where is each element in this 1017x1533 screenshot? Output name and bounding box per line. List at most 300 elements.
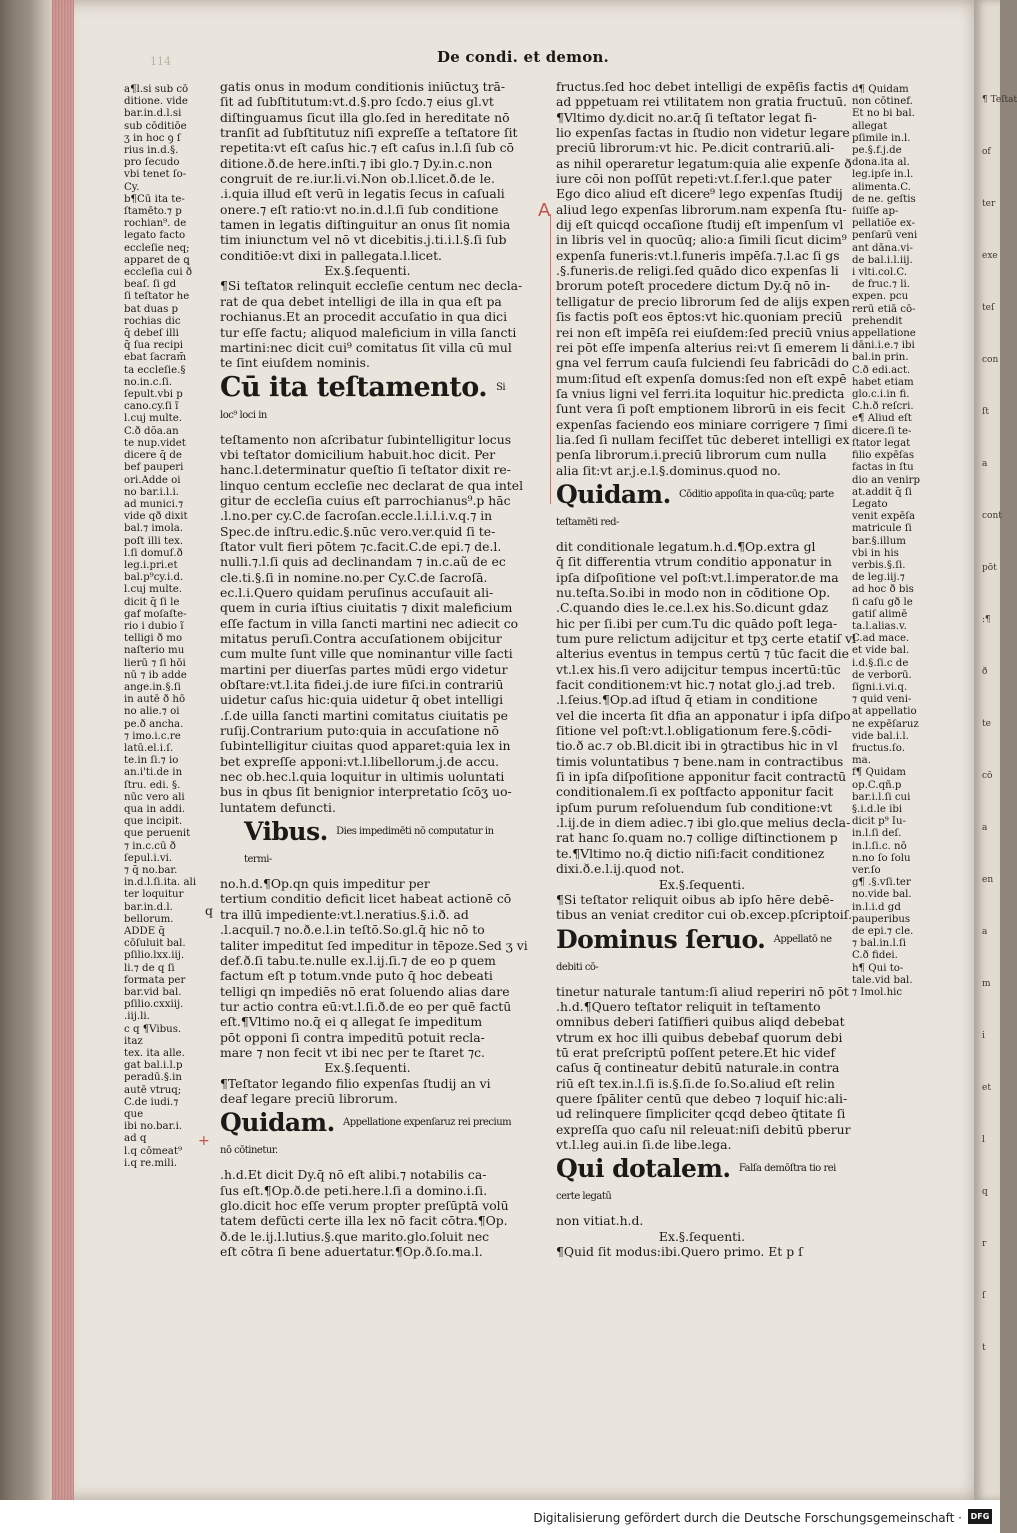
gloss-line: pellatiōe ex- — [852, 218, 915, 230]
next-page-fragment: ſ — [982, 1291, 986, 1301]
text-line: glo.dicit hoc eſſe verum propter preſūptā volū — [220, 1197, 509, 1213]
text-column-a — [220, 79, 528, 1259]
gloss-line: de bal.i.l.iij. — [852, 254, 913, 266]
gloss-line: ſepul.i.vi. — [124, 852, 173, 864]
gloss-line: leg.ipſe in.l. — [852, 169, 914, 181]
gloss-line: telligi ð mo — [124, 633, 183, 645]
text-line: eſt cōtra ſi bene aduertatur.¶Op.ð.ſo.ma.l. — [220, 1244, 483, 1259]
gloss-line: pſilio.lxx.iij. — [124, 950, 185, 962]
ex-sequenti: Ex.§.ſequenti. — [658, 1228, 746, 1244]
text-line: penſa librorum.i.preciū librorum cum nulla — [556, 447, 827, 463]
gloss-line: de leg.iij.⁊ — [852, 572, 905, 584]
gloss-line: h¶ Qui to- — [852, 962, 904, 974]
next-page-fragment: en — [982, 875, 994, 885]
gloss-line: expen. pcu — [852, 291, 909, 303]
gloss-line: C.ð fidei. — [852, 950, 898, 962]
footer-bar — [0, 1500, 1000, 1533]
gloss-line: an.i'ti.de in — [124, 767, 183, 779]
text-line: fructus.ſed hoc debet intelligi de expēſis factis — [556, 79, 849, 94]
gloss-line: vide bal.i.l. — [852, 730, 909, 742]
gloss-line: beaſ. ſi gd — [124, 279, 177, 291]
gloss-line: vide qð dixit — [124, 511, 188, 523]
gloss-line: que incipit. — [124, 816, 183, 828]
text-line: diſtinguamus ſicut illa glo.ſed in hereditate nō — [220, 109, 510, 125]
next-page-fragment: cō — [982, 771, 993, 781]
text-line: nu.teſta.So.ibi in modo non in cōditione Op. — [556, 584, 831, 600]
text-line: ruſij.Contrarium puto:quia in accuſatione nō — [220, 723, 499, 739]
rubric-note: Appellatione expenſaruz rei precium nō cōtinetur. — [220, 1117, 512, 1157]
text-line: mare ⁊ non fecit vt ibi nec per te ſtaret ⁊c. — [220, 1044, 485, 1060]
next-page-fragment: et — [982, 1083, 991, 1093]
gloss-line: ⁊ bal.in.l.ſi — [852, 938, 906, 950]
gloss-line: bar.in.d.l.si — [124, 108, 182, 120]
gloss-line: bar.§.illum — [852, 535, 906, 547]
gloss-line: in.l.ſi.c. nō — [852, 840, 907, 852]
gloss-line: eccleſia cui ð — [124, 267, 192, 279]
text-line: dit conditionale legatum.h.d.¶Op.extra gl — [556, 538, 816, 554]
gloss-line: ſuiſſe ap- — [852, 206, 899, 218]
gloss-line: bar.in.d.l. — [124, 901, 173, 913]
gloss-line: bal.p⁹cy.i.d. — [124, 572, 184, 584]
gloss-line: pe.§.f.j.de — [852, 145, 902, 157]
text-line: rei pōt eſſe impenſa alterius rei:vt ſi emerem li — [556, 339, 850, 355]
next-page-fragment: pōt — [982, 563, 997, 573]
text-line: vel die incerta ſit dfia an apponatur i ipſa diſpo — [556, 707, 851, 723]
gloss-line: leg.i.pri.et — [124, 559, 178, 571]
text-line: rat hanc ſo.quam no.⁊ collige diſtinctionem p — [556, 830, 838, 846]
text-line: .l.no.per cy.C.de ſacroſan.eccle.l.i.l.i.v.q.⁊ in — [220, 508, 493, 524]
text-line: conditionalem.ſi ex poſtfacto apponitur facit — [556, 784, 834, 800]
text-column-b — [556, 79, 857, 1259]
gloss-line: §.i.d.le ibi — [852, 803, 903, 815]
text-line: caſus q̄ contineatur debitū naturale.in contra — [556, 1060, 840, 1076]
gloss-line: peradū.§.in — [124, 1072, 182, 1084]
next-page-fragment: teſ — [982, 303, 995, 313]
text-line: tio.ð ac.⁊ ob.Bl.dicit ibi in ꝯtractibus hic in vl — [556, 738, 838, 754]
text-line: lio expenſas factas in ſtudio non videtur legare — [556, 125, 850, 141]
text-line: tim iniunctum vel nō vt dicebitis.j.ti.i.l.§.ſi ſub — [220, 232, 507, 248]
gloss-line: venit expēſa — [852, 511, 916, 523]
text-line: .l.ij.de in diem adiec.⁊ ibi glo.que melius decla- — [556, 815, 851, 831]
gloss-line: itaz — [124, 1035, 143, 1047]
text-line: .l.ſeius.¶Op.ad iſtud q̄ etiam in conditione — [556, 692, 818, 708]
text-line: as nihil operaretur legatum:quia alie expenſe ð — [556, 155, 852, 171]
text-line: mitatus peruſi.Contra accuſationem obijcitur — [220, 631, 502, 646]
rubric-note: Appellatō ne debiti cō- — [556, 933, 832, 973]
text-line: vt.l.leg aui.in ſi.de libe.lega. — [556, 1136, 732, 1152]
margin-q: q — [205, 903, 213, 918]
text-line: tū erat preſcriptū poſſent petere.Et hic videf — [556, 1044, 836, 1060]
text-line: .l.acquil.⁊ no.ð.e.l.in teſtō.So.gl.q̄ hic nō to — [220, 922, 485, 938]
gloss-line: pſimile in.l. — [852, 132, 911, 144]
gloss-line: cōſuluit bal. — [124, 938, 186, 950]
text-line: ud relinquere ſimpliciter qcqd debeo q̄titate ſi — [556, 1106, 846, 1122]
gloss-line: naſterio mu — [124, 645, 185, 657]
text-line: ſus eſt.¶Op.ð.de peti.here.l.ſi a domino.i.ſi. — [220, 1182, 488, 1198]
gloss-line: dicit q̄ ſi le — [124, 596, 180, 608]
text-line: tertium conditio deficit licet habeat actionē cō — [220, 891, 512, 907]
manuscript-mark-a: A — [538, 200, 551, 221]
text-line: brorum poteſt procedere dictum Dy.q̄ nō in- — [556, 278, 831, 294]
gloss-line: dāni.i.e.⁊ ibi — [852, 340, 915, 352]
text-line: gatis onus in modum conditionis iniūctuʒ trā- — [220, 79, 506, 94]
col-a-case3-lines — [220, 1076, 515, 1107]
text-line: taliter impeditut ſed impeditur in tēpoze.Sed ʒ vi — [220, 937, 528, 953]
text-line: tibus an veniat creditor cui ob.excep.pſcriptoiſ. — [556, 907, 853, 923]
next-page-fragment: a — [982, 459, 988, 469]
gloss-line: habet etiam — [852, 376, 914, 388]
gloss-line: bar.i.l.ſi cui — [852, 791, 911, 803]
gloss-line: bellorum. — [124, 913, 174, 925]
gloss-line: rerū etiā cō- — [852, 303, 916, 315]
text-line: ſtator vult fieri pōtem ⁊c.facit.C.de epi.⁊ de.l. — [220, 538, 502, 554]
text-line: ¶Si teſtator reliquit oibus ab ipſo hēre debē- — [556, 891, 834, 907]
gloss-line: pſilio.cxxiij. — [124, 999, 184, 1011]
text-line: factum eſt p totum.vnde puto q̄ hoc debeati — [220, 968, 493, 984]
col-a-top-lines — [220, 79, 518, 263]
gloss-line: i.d.§.ſi.c de — [852, 657, 909, 669]
col-b-case2-lines — [556, 983, 851, 1153]
next-page-fragment: r — [982, 1239, 987, 1249]
text-line: ſubintelligitur ciuitas quod apparet:quia lex in — [220, 738, 511, 754]
gloss-line: verbis.§.ſi. — [852, 559, 906, 571]
gloss-line: i vlti.col.C. — [852, 267, 908, 279]
gloss-line: de ne. geſtis — [852, 193, 916, 205]
gloss-line: pe.ð ancha. — [124, 718, 184, 730]
gloss-line: sub cōditiōe — [124, 120, 187, 132]
gloss-line: at appellatio — [852, 706, 917, 718]
col-b-top-lines — [556, 79, 852, 478]
text-line: quere ſpāliter centū que debeo ⁊ loquiſ hic:ali- — [556, 1090, 848, 1106]
text-line: te ſint eiuſdem nominis. — [220, 355, 370, 371]
text-line: onere.⁊ eſt ratio:vt no.in.d.l.ſi ſub conditione — [220, 201, 499, 217]
text-line: tamen in legatis diſtinguitur an onus ſit nomia — [220, 217, 511, 233]
text-line: timis voluntatibus ⁊ bene.nam in contractibus — [556, 753, 844, 769]
next-page-fragment: ſt — [982, 407, 989, 417]
gloss-line: qua in addi. — [124, 803, 186, 815]
text-line: cle.ti.§.ſi in nomine.no.per Cy.C.de ſacroſā. — [220, 569, 488, 585]
gloss-line: alimenta.C. — [852, 181, 911, 193]
gloss-line: a¶l.si sub cō — [124, 84, 189, 95]
rubric-qui-dotalem: Qui dotalem. $^{Falſa demōſtra tio rei certe legatū}$ — [556, 1154, 836, 1203]
text-line: martini per diuerſas partes mūdi ergo videtur — [220, 661, 508, 677]
text-line: telligi qn impediēs nō erat ſoluendo alias dare — [220, 983, 510, 999]
gloss-line: latū.el.i.ſ. — [124, 742, 174, 754]
rubric-quidam: Quidam. $^{Appellatione expenſaruz rei precium nō cōtinetur.}$ — [220, 1108, 512, 1157]
gloss-line: eccleſie neq; — [124, 242, 190, 254]
text-line: dixi.ð.e.l.ij.quod not. — [556, 861, 685, 877]
gloss-left-column — [124, 84, 220, 1170]
gloss-line: ant dāna.vi- — [852, 242, 913, 254]
text-line: expenſa funeris:vt.l.funeris impēſa.⁊.l.ac ſi gs — [556, 247, 840, 263]
gloss-line: non cōtinef. — [852, 96, 913, 108]
text-line: congruit de re.iur.li.vi.Non ob.l.licet.ð.de le. — [220, 171, 495, 187]
gloss-line: l.ſi domuſ.ð — [124, 547, 183, 559]
next-page-fragment: ð — [982, 667, 988, 677]
text-line: no.h.d.¶Op.qn quis impeditur per — [220, 876, 430, 892]
text-line: bet expreſſe apponi:vt.l.libellorum.j.de accu. — [220, 753, 500, 769]
gloss-line: dio an venirp — [852, 474, 921, 486]
gloss-line: op.C.qñ.p — [852, 779, 902, 791]
gloss-line: te nup.videt — [124, 437, 186, 449]
text-line: q̄ ſit differentia vtrum conditio apponatur in — [556, 554, 832, 570]
text-line: hanc.l.determinatur queſtio ſi teſtator dixit re- — [220, 462, 511, 478]
text-line: lia.ſed ſi nullam feciſſet tūc deberet intelligi ex — [556, 431, 850, 447]
gloss-line: ad munici.⁊ — [124, 498, 184, 510]
gloss-line: factas in ſtu — [852, 462, 914, 474]
gloss-line: ſepult.vbi p — [124, 389, 183, 401]
gloss-line: cano.cy.ſi ĩ — [124, 401, 179, 413]
gloss-line: bef pauperi — [124, 462, 184, 474]
gloss-line: ſtru. edi. §. — [124, 779, 181, 791]
text-line: nulli.⁊.l.ſi quis ad declinandam ⁊ in.c.aũ de ec — [220, 554, 506, 570]
text-line: ¶Quid ſit modus:ibi.Quero primo. Et p ſ — [556, 1244, 803, 1259]
col-a-case1-lines — [220, 278, 523, 371]
gloss-line: Legato — [852, 498, 888, 510]
text-line: gitur de eccleſia cuius eſt parrochianus⁹.p hāc — [220, 492, 511, 508]
text-line: expenſas faciendo eos miniare corrigere ⁊ ſimi — [556, 416, 848, 432]
gloss-line: bar.vid bal. — [124, 987, 182, 999]
gloss-line: Cy. — [124, 181, 140, 193]
gloss-line: in.l.ſi deſ. — [852, 828, 902, 840]
text-line: quem in curia iſtius ciuitatis ⁊ dixit maleficium — [220, 600, 513, 616]
next-page-fragment: a — [982, 927, 988, 937]
gloss-line: n.no ſo ſolu — [852, 852, 911, 864]
next-page-fragment: con — [982, 355, 999, 365]
gloss-line: q̄ debeſ illi — [124, 328, 179, 340]
text-line: def.ð.ſi tabu.te.nulle ex.l.ij.ſi.⁊ de eo p quem — [220, 952, 496, 968]
gloss-line: gaf moſaſte- — [124, 608, 187, 620]
next-page-fragment: m — [982, 979, 991, 989]
gloss-line: q̄ ſua recipi — [124, 340, 184, 352]
col-b-bottom-lines — [556, 1244, 848, 1259]
text-line: obſtare:vt.l.ita fidei.j.de iure fiſci.in contrariū — [220, 677, 504, 693]
gloss-line: in autē ð hō — [124, 694, 186, 706]
text-line: expreſſa quo caſu nil releuat:niſi debitū pberur — [556, 1121, 851, 1137]
gloss-line: prehendit — [852, 315, 903, 327]
text-line: .h.d.¶Quero teſtator reliquit in teſtamento — [556, 998, 821, 1014]
text-line: tatem defūcti certe illa lex nō facit cōtra.¶Op. — [220, 1213, 508, 1229]
gloss-line: ⁊ q̄ no.bar. — [124, 865, 178, 876]
next-page-fragment: t — [982, 1343, 986, 1353]
gloss-line: e¶ Aliud eſt — [852, 413, 912, 425]
text-line: te.¶Vltimo no.q̄ dictio niſi:facit conditionez — [556, 845, 825, 861]
gloss-line: te.in ſi.⁊ io — [124, 755, 179, 767]
rubric-note: Dies impedimēti nō computatur in termi- — [244, 826, 494, 866]
gloss-line: gat bal.i.l.p — [124, 1060, 183, 1072]
text-line: rei non eſt impēſa rei eiuſdem:ſed preciū vnius — [556, 324, 850, 340]
text-line: tur actio contra eū:vt.l.ſi.ð.de eo per quē factū — [220, 998, 512, 1014]
text-line: ſitione vel poſt:vt.l.obligationum fere.§.cōdi- — [556, 723, 832, 739]
gloss-line: allegat — [852, 120, 888, 132]
gloss-line: dicit p⁹ Iu- — [852, 816, 906, 828]
text-line: repetita:vt eſt caſus hic.⁊ eſt caſus in.l.ſi ſub cō — [220, 140, 514, 156]
text-line: bus in qbus ſit benignior interpretatio ſcōʒ uo- — [220, 784, 512, 800]
text-line: facit conditionem:vt hic.⁊ notat glo.j.ad treb. — [556, 677, 836, 693]
text-line: ¶Teſtator legando filio expenſas ſtudij an vi — [220, 1075, 491, 1091]
gloss-line: ter loquitur — [124, 889, 184, 901]
text-line: mum:ſitud eſt expenſa domus:ſed non eſt expē — [556, 370, 847, 386]
text-line: cum multe ſunt ville que nominantur ville ſacti — [220, 646, 513, 662]
text-line: hic per ſi.ibi per cum.Tu dic quādo poſt lega- — [556, 615, 838, 631]
gloss-line: ma. — [852, 755, 871, 767]
gloss-line: C.de iudi.⁊ — [124, 1096, 179, 1108]
gloss-line: ſigni.i.vi.q. — [852, 681, 908, 693]
gloss-line: ⁊ Imol.hic — [852, 987, 903, 999]
text-line: tranſit ad ſubſtitutuz niſi expreſſe a teſtatore ſit — [220, 125, 518, 141]
gloss-line: ibi no.bar.i. — [124, 1121, 183, 1133]
text-line: luntatem defuncti. — [220, 799, 336, 815]
dfg-logo: DFG — [968, 1509, 992, 1524]
gloss-line: l.cuj multe. — [124, 413, 183, 425]
next-page-fragment: te — [982, 719, 991, 729]
gloss-line: ⁊ imo.i.c.re — [124, 730, 181, 742]
text-line: riū eſt tex.in.l.ſi is.§.ſi.de ſo.So.aliud eſt relin — [556, 1075, 835, 1091]
gloss-line: no alie.⁊ oi — [124, 706, 180, 718]
gloss-line: filio expēſas — [852, 450, 915, 462]
col-a-mid-lines — [220, 431, 524, 816]
text-line: dij eſt quicqd occaſione ſtudij eſt impenſum vl — [556, 217, 844, 233]
gloss-line: no bar.i.l.i. — [124, 486, 180, 498]
gloss-line: ADDE q̄ — [124, 926, 165, 938]
rubric-dominus-seruo: Dominus ſeruo. $^{Appellatō ne debiti cō-}$ — [556, 924, 832, 973]
gloss-line: ori.Adde oi — [124, 474, 181, 486]
gloss-line: l.cuj multe. — [124, 584, 183, 596]
rubric-quidam-b: Quidam. $^{Cōditio appoſita in qua-cūq; parte teſtamēti red-}$ — [556, 479, 834, 528]
text-line: tum pure relictum adijcitur et tpʒ certe etatiſ vl — [556, 631, 857, 646]
page-edge-stack — [52, 0, 74, 1500]
gloss-line: dicere q̄ de — [124, 450, 182, 462]
gloss-line: ange.in.§.ſi — [124, 681, 181, 693]
gloss-line: lierū ⁊ ſi hōi — [124, 657, 186, 669]
next-page-edge — [974, 0, 1017, 1500]
gloss-line: b¶Cū ita te- — [124, 193, 185, 205]
gloss-line: ad hoc ð bis — [852, 584, 914, 596]
gloss-line: li.⁊ de q ſi — [124, 962, 175, 974]
text-line: rochianus.Et an procedit accuſatio in qua dici — [220, 309, 508, 325]
text-line: ad pppetuam rei vtilitatem non gratia fructuū. — [556, 94, 847, 110]
gloss-line: bal.⁊ imola. — [124, 523, 184, 535]
text-line: vbi teſtator domicilium habuit.hoc dicit. Per — [220, 446, 496, 462]
gloss-line: ſi caſu gð le — [852, 596, 913, 608]
ex-sequenti: Ex.§.ſequenti. — [658, 876, 746, 892]
gloss-line: de epi.⁊ cle. — [852, 926, 914, 938]
gloss-line: pro ſecudo — [124, 157, 180, 169]
text-line: .ſ.de uilla ſancti martini comitatus ciuitatis pe — [220, 707, 508, 723]
text-line: tur eſſe factu; aliquod maleficium in villa ſancti — [220, 324, 517, 340]
rubric-vibus: Vibus. $^{Dies impedimēti nō computatur in termi-}$ — [244, 817, 494, 866]
ex-sequenti: Ex.§.ſequenti. — [324, 263, 411, 279]
gloss-line: ta.l.alias.v. — [852, 620, 907, 632]
gloss-line: de verborū. — [852, 669, 912, 681]
text-line: .C.quando dies le.ce.l.ex his.So.dicunt gdaz — [556, 600, 829, 616]
col-b-case1-lines — [556, 891, 853, 923]
gloss-line: .iij.li. — [124, 1011, 150, 1023]
gloss-line: in.d.l.ſi.ita. ali — [124, 877, 197, 889]
gloss-line: rio i dubio ĩ — [124, 620, 184, 632]
text-line: in libris vel in quocūq; alio:a ſimili ſicut dicim⁹ — [556, 232, 847, 248]
gloss-line: C.ð edi.act. — [852, 364, 911, 376]
text-line: .§.funeris.de religi.ſed quādo dico expenſas li — [556, 263, 839, 279]
gloss-line: ʒ in hoc ꝯ ſ — [124, 132, 181, 144]
text-line: eſſe factum in villa ſancti martini nec adiecit co — [220, 615, 519, 631]
text-line: .i.quia illud eſt verū in legatis ſecus in caſuali — [220, 186, 505, 202]
text-line: ſi in ipſa diſpoſitione apponitur facit contractū — [556, 769, 847, 785]
next-page-fragment: of — [982, 147, 991, 157]
gloss-line: no.vide bal. — [852, 889, 912, 901]
manuscript-mark-cross: + — [198, 1133, 210, 1149]
rubric-cum-ita-testamento: Cū ita teſtamento. $^{Si loc^9 loci in}$ — [220, 371, 506, 421]
next-page-fragment: ¶ Teſtat — [982, 95, 1017, 105]
gloss-line: pauperibus — [852, 913, 911, 925]
ex-sequenti: Ex.§.ſequenti. — [324, 1060, 411, 1076]
gloss-line: ditione. vide — [124, 96, 188, 108]
text-line: martini:nec dicit cui⁹ comitatus ſit villa cū mul — [220, 339, 512, 355]
gloss-line: tale.vid bal. — [852, 974, 913, 986]
text-line: nec ob.hec.l.quia loquitur in ultimis uoluntati — [220, 769, 505, 785]
text-line: gna vel ferrum cauſa fulciendi ſeu fabricādi do — [556, 355, 849, 371]
gloss-line: C.ad mace. — [852, 633, 910, 645]
gloss-line: legato facto — [124, 230, 186, 242]
gloss-line: bal.in prin. — [852, 352, 909, 364]
gloss-line: formata per — [124, 974, 186, 986]
gloss-line: et vide bal. — [852, 645, 910, 657]
gloss-line: gatiſ alimē — [852, 608, 908, 620]
text-line: ditione.ð.de here.inſti.⁊ ibi glo.⁊ Dy.in.c.non — [220, 155, 493, 171]
next-page-fragment: cont — [982, 511, 1002, 521]
gloss-line: poſt illi tex. — [124, 535, 184, 547]
rubric-note: Si loc⁹ loci in — [220, 381, 506, 421]
text-line: vt.l.ex his.ſi vero adijcitur tempus incertū:tūc — [556, 661, 841, 677]
col-b-mid-lines — [556, 538, 857, 877]
text-line: ſunt vera ſi poſt emptionem librorū in eis fecit — [556, 401, 846, 417]
text-line: pōt opponi ſi contra impeditū potuit recla- — [220, 1029, 485, 1045]
text-line: iure cōi non poſſūt repeti:vt.ſ.fer.l.que pater — [556, 171, 832, 187]
gloss-line: de fruc.⁊ li. — [852, 279, 910, 291]
gloss-line: bat duas p — [124, 303, 179, 315]
next-page-fragment: ter — [982, 199, 996, 209]
text-line: deaf legare preciū librorum. — [220, 1090, 398, 1106]
manuscript-vertical-line — [550, 214, 551, 504]
gloss-line: rochian⁹. de — [124, 218, 187, 230]
text-line: eſt.¶Vltimo no.q̄ ei q allegat ſe impeditum — [220, 1014, 483, 1030]
gloss-line: fructus.ſo. — [852, 742, 905, 754]
text-line: tinetur naturale tantum:ſi aliud reperiri nō pōt — [556, 983, 849, 999]
gloss-line: ver.ſo — [852, 865, 881, 876]
text-line: vtrum ex hoc illi quibus debebaf quorum debi — [556, 1029, 843, 1045]
text-line: linquo centum eccleſie nec declarat de qua intel — [220, 477, 524, 493]
gloss-line: g¶ .§.vſi.ter — [852, 877, 911, 889]
folio-number: 114 — [150, 55, 171, 68]
text-line: alterius eventus in tempus certū ⁊ tūc facit die — [556, 646, 849, 662]
next-page-fragment: l — [982, 1135, 985, 1145]
text-line: rat de qua debet intelligi de illa in qua eſt pa — [220, 293, 502, 309]
text-line: ec.l.i.Quero quidam peruſinus accuſauit ali- — [220, 584, 494, 600]
col-a-bottom-lines — [220, 1167, 515, 1259]
gloss-line: c q ¶Vibus. — [124, 1023, 182, 1035]
gloss-line: appellatione — [852, 328, 916, 340]
gloss-line: Et no bi bal. — [852, 108, 915, 120]
text-line: tra illū impediente:vt.l.neratius.§.i.ð. ad — [220, 906, 469, 922]
text-line: aliud lego expenſas librorum.nam expenſa ſtu- — [556, 201, 847, 217]
gloss-line: que — [124, 1109, 144, 1121]
rubric-note: Cōditio appoſita in qua-cūq; parte teſtamēti red- — [556, 488, 834, 528]
next-page-fragment: a — [982, 823, 988, 833]
gloss-line: vbi in his — [852, 547, 899, 559]
text-line: ſis factis poſt eos ēptos:vt hic.quoniam preciū — [556, 309, 843, 325]
next-page-fragment: exe — [982, 251, 998, 261]
gloss-line: rius in.d.§. — [124, 145, 179, 157]
